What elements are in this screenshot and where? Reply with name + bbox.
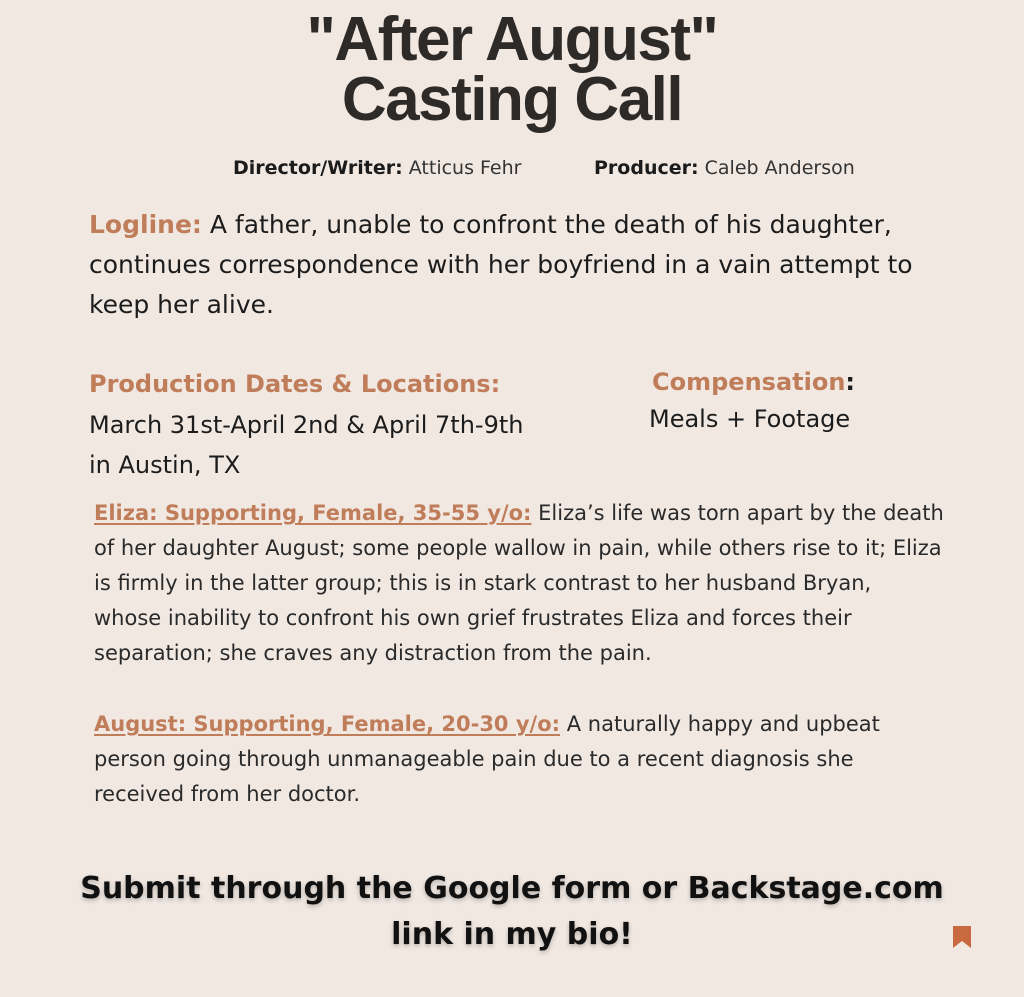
producer-label: Producer: xyxy=(594,157,699,179)
compensation-label: Compensation xyxy=(652,368,846,396)
production-dates-heading: Production Dates & Locations: xyxy=(89,370,501,398)
director-credit xyxy=(233,157,521,179)
bookmark-icon[interactable] xyxy=(952,926,972,949)
cta-line-2: link in my bio! xyxy=(391,917,633,952)
director-label: Director/Writer: xyxy=(233,157,403,179)
role-eliza-description: Eliza’s life was torn apart by the death of her daughter August; some people wallow in pain, while others rise to it; Eliza is firmly in the latter group; this is in stark contrast to her husband Bryan, whose inability to confront his own grief frustrates Eliza and forces their separation; she craves any distraction from the pain. xyxy=(94,501,944,665)
compensation-value: Meals + Footage xyxy=(649,405,851,433)
title-line-2: Casting Call xyxy=(341,65,683,134)
role-august-heading: August: Supporting, Female, 20-30 y/o: xyxy=(94,712,561,736)
logline-text: A father, unable to confront the death of his daughter, continues correspondence with her boyfriend in a vain attempt to keep her alive. xyxy=(89,210,913,319)
producer-credit xyxy=(594,157,855,179)
compensation-colon: : xyxy=(845,368,856,396)
role-august xyxy=(94,707,944,812)
production-dates-line: March 31st-April 2nd & April 7th-9th xyxy=(89,411,524,439)
submission-call-to-action xyxy=(0,866,1024,958)
director-value: Atticus Fehr xyxy=(408,157,522,179)
logline-label: Logline: xyxy=(89,210,202,239)
role-eliza-heading: Eliza: Supporting, Female, 35-55 y/o: xyxy=(94,501,532,525)
producer-value: Caleb Anderson xyxy=(704,157,855,179)
production-location-line: in Austin, TX xyxy=(89,451,241,479)
logline xyxy=(89,205,949,325)
production-dates-body xyxy=(89,405,523,485)
compensation-heading xyxy=(652,368,855,396)
page-title xyxy=(0,5,1024,134)
role-eliza xyxy=(94,496,944,671)
role-august-description: A naturally happy and upbeat person going through unmanageable pain due to a recent diagnosis she received from her doctor. xyxy=(94,712,880,806)
cta-line-1: Submit through the Google form or Backstage.com xyxy=(80,871,944,906)
title-line-1: "After August" xyxy=(306,5,718,74)
